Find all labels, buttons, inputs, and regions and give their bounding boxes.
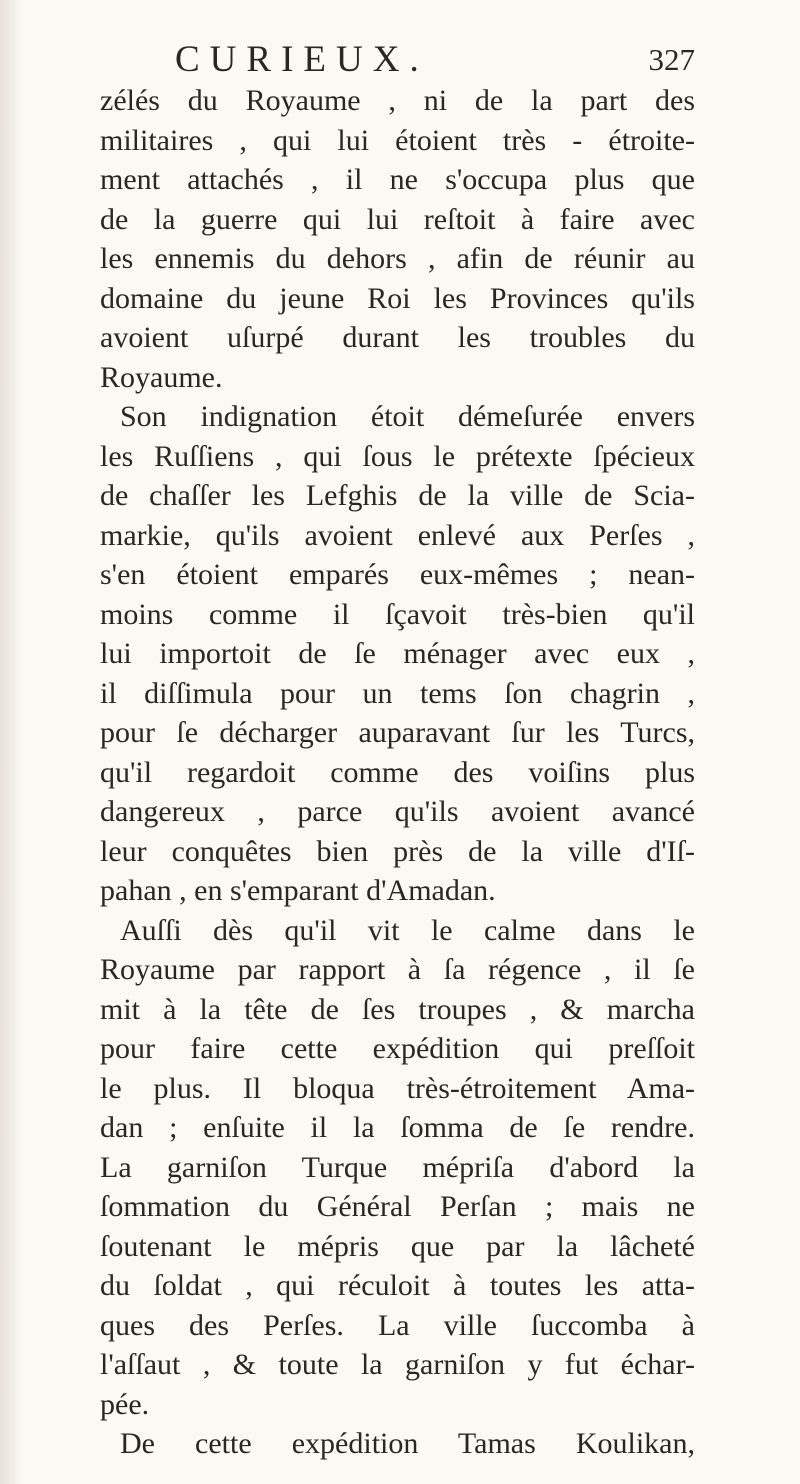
text-line: Auſſi dès qu'il vit le calme dans le [120, 913, 695, 947]
text-line: les ennemis du dehors , afin de réunir au [100, 242, 695, 275]
text-line: markie, qu'ils avoient enlevé aux Perſes , [100, 518, 695, 552]
text-line: le plus. Il bloqua très-étroitement Ama- [100, 1071, 695, 1105]
text-line: mit à la tête de ſes troupes , & marcha [100, 992, 695, 1026]
body-text [100, 81, 695, 1464]
text-line: l'aſſaut , & toute la garniſon y fut échar- [100, 1348, 695, 1381]
text-line: ſoutenant le mépris que par la lâcheté [100, 1229, 695, 1263]
text-line: qu'il regardoit comme des voiſins plus [100, 755, 695, 789]
paragraph [100, 1424, 695, 1464]
text-line: De cette expédition Tamas Koulikan, [120, 1427, 695, 1460]
text-line: dangereux , parce qu'ils avoient avancé [100, 795, 695, 828]
text-line: leur conquêtes bien près de la ville d'Iſ- [100, 834, 695, 868]
page-gutter-shadow [0, 0, 22, 1484]
text-line: Royaume par rapport à ſa régence , il ſe [100, 953, 695, 986]
text-line: du ſoldat , qui réculoit à toutes les atta- [100, 1269, 695, 1302]
text-line: moins comme il ſçavoit très-bien qu'il [100, 597, 695, 631]
paragraph [100, 81, 695, 397]
text-line: militaires , qui lui étoient très - étroite- [100, 123, 695, 157]
text-line: pée. [100, 1387, 150, 1421]
running-head: CURIEUX. [175, 39, 429, 80]
text-line: de la guerre qui lui reſtoit à faire avec [100, 202, 695, 236]
text-line: ment attachés , il ne s'occupa plus que [100, 163, 695, 196]
text-line: La garniſon Turque mépriſa d'abord la [100, 1150, 695, 1184]
page-header [175, 38, 695, 84]
text-line: ſommation du Général Perſan ; mais ne [100, 1190, 695, 1223]
text-line: pour ſe décharger auparavant ſur les Turcs, [100, 716, 695, 749]
text-line: domaine du jeune Roi les Provinces qu'ils [100, 281, 695, 315]
text-line: il diſſimula pour un tems ſon chagrin , [100, 676, 695, 710]
page-number: 327 [648, 42, 695, 77]
text-line: avoient uſurpé durant les troubles du [100, 321, 695, 354]
text-line: dan ; enſuite il la ſomma de ſe rendre. [100, 1111, 695, 1144]
text-line: zélés du Royaume , ni de la part des [100, 84, 695, 117]
text-line: pahan , en s'emparant d'Amadan. [100, 874, 496, 907]
paragraph [100, 911, 695, 1425]
text-line: lui importoit de ſe ménager avec eux , [100, 637, 695, 670]
text-line: s'en étoient emparés eux-mêmes ; nean- [100, 558, 695, 591]
text-line: ques des Perſes. La ville ſuccomba à [100, 1308, 695, 1342]
paragraph [100, 397, 695, 911]
text-line: Son indignation étoit démeſurée envers [120, 400, 695, 433]
text-line: pour faire cette expédition qui preſſoit [100, 1032, 695, 1065]
text-line: de chaſſer les Lefghis de la ville de Scia- [100, 479, 695, 512]
text-line: Royaume. [100, 360, 223, 394]
text-line: les Ruſſiens , qui ſous le prétexte ſpécieux [100, 439, 695, 473]
